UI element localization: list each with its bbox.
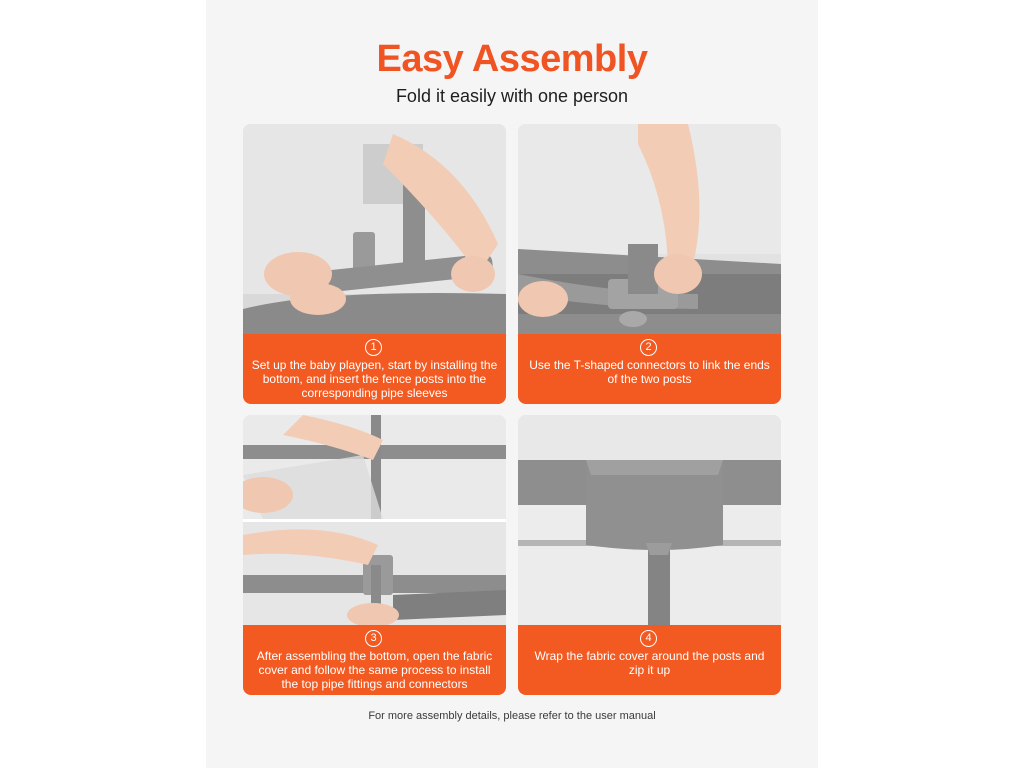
page-title: Easy Assembly — [376, 38, 648, 80]
step-3-photo — [243, 415, 506, 625]
step-4-photo — [518, 415, 781, 625]
footer-note: For more assembly details, please refer to the user manual — [368, 710, 656, 722]
step-card-2 — [518, 124, 781, 404]
step-4-text: Wrap the fabric cover around the posts and zip it up — [534, 649, 765, 677]
step-card-3 — [243, 415, 506, 695]
page-subtitle: Fold it easily with one person — [395, 86, 629, 106]
step-1-photo — [243, 124, 506, 334]
step-2-number-badge: 2 — [640, 339, 657, 356]
step-4-caption — [518, 625, 781, 695]
step-2-caption — [518, 334, 781, 404]
step-card-1 — [243, 124, 506, 404]
step-card-4 — [518, 415, 781, 695]
step-4-number-badge: 4 — [640, 630, 657, 647]
step-3-number-badge: 3 — [365, 630, 382, 647]
step-3-text: After assembling the bottom, open the fabric cover and follow the same process to install the top pipe fittings and connectors — [256, 649, 493, 691]
step-2-photo — [518, 124, 781, 334]
step-3-caption — [243, 625, 506, 695]
step-2-text: Use the T-shaped connectors to link the ends of the two posts — [529, 358, 770, 386]
product-sheet — [206, 0, 818, 768]
step-1-text: Set up the baby playpen, start by installing the bottom, and insert the fence posts into the corresponding pipe sleeves — [251, 358, 498, 400]
step-1-caption — [243, 334, 506, 404]
step-1-number-badge: 1 — [365, 339, 382, 356]
